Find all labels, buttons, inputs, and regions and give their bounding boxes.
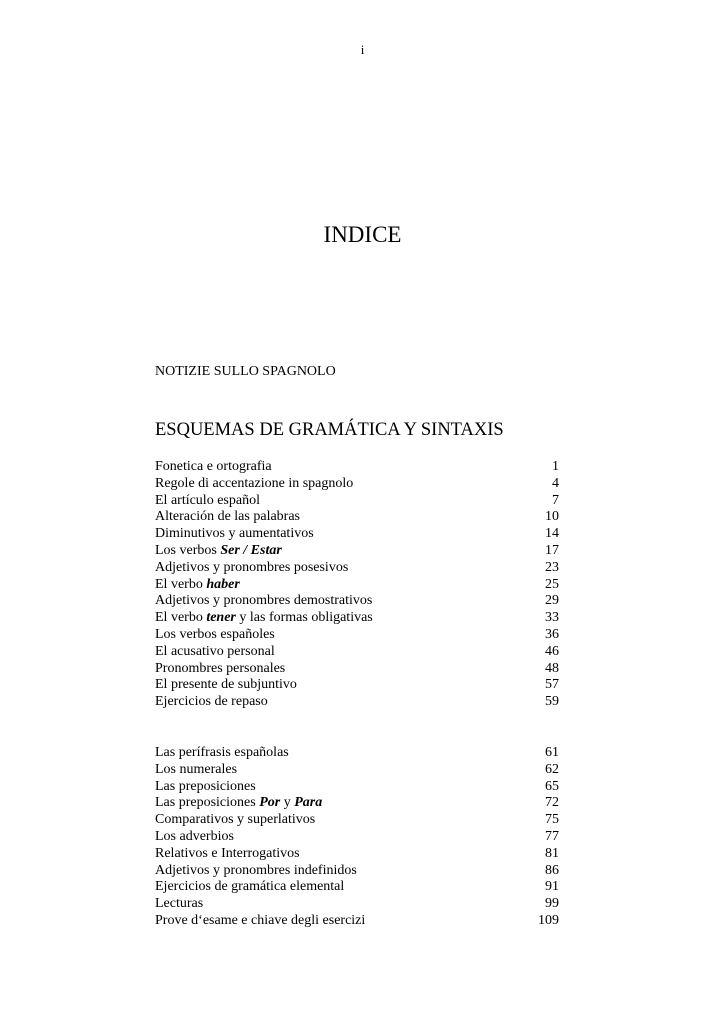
- toc-entry-label: Adjetivos y pronombres posesivos: [155, 559, 349, 575]
- toc-entry-label: Diminutivos y aumentativos: [155, 526, 314, 542]
- toc-list-grammar: [155, 459, 559, 711]
- toc-entry: [155, 829, 559, 846]
- toc-entry-page: 29: [545, 593, 559, 609]
- toc-entry-page: 59: [545, 694, 559, 710]
- toc-entry: [155, 677, 559, 694]
- toc-entry-label: Alteración de las palabras: [155, 509, 300, 525]
- toc-list-advanced: [155, 745, 559, 930]
- toc-entry-page: 109: [538, 912, 559, 928]
- toc-entry-page: 4: [552, 475, 559, 491]
- toc-entry: [155, 493, 559, 510]
- toc-entry: [155, 896, 559, 913]
- toc-entry: [155, 913, 559, 930]
- toc-entry: [155, 779, 559, 796]
- toc-entry-label: El acusativo personal: [155, 643, 275, 659]
- toc-entry-page: 72: [545, 795, 559, 811]
- toc-entry-page: 99: [545, 896, 559, 912]
- toc-entry-page: 46: [545, 643, 559, 659]
- toc-entry-page: 25: [545, 576, 559, 592]
- toc-entry-label: Adjetivos y pronombres demostrativos: [155, 593, 373, 609]
- toc-entry-label: El presente de subjuntivo: [155, 677, 297, 693]
- toc-entry-page: 86: [545, 862, 559, 878]
- toc-entry-label: Los numerales: [155, 761, 238, 777]
- toc-entry-page: 17: [545, 542, 559, 558]
- toc-entry-page: 62: [545, 761, 559, 777]
- toc-entry-label: Prove d‘esame e chiave degli esercizi: [155, 912, 366, 928]
- toc-entry-label: Fonetica e ortografia: [155, 459, 272, 474]
- toc-entry-label: Los verbos Ser / Estar: [155, 542, 282, 558]
- toc-entry-page: 81: [545, 845, 559, 861]
- intro-heading: NOTIZIE SULLO SPAGNOLO: [155, 364, 336, 379]
- toc-entry-label: El artículo español: [155, 492, 260, 508]
- toc-entry: [155, 459, 559, 476]
- toc-entry: [155, 846, 559, 863]
- toc-entry: [155, 560, 559, 577]
- toc-entry-page: 75: [545, 812, 559, 828]
- toc-entry-label: Ejercicios de repaso: [155, 694, 268, 710]
- toc-entry: [155, 593, 559, 610]
- toc-entry: [155, 762, 559, 779]
- toc-entry-page: 23: [545, 559, 559, 575]
- toc-entry: [155, 543, 559, 560]
- toc-entry-page: 1: [552, 459, 559, 474]
- toc-entry-label: Adjetivos y pronombres indefinidos: [155, 862, 357, 878]
- toc-entry-page: 91: [545, 879, 559, 895]
- toc-entry: [155, 745, 559, 762]
- toc-entry: [155, 577, 559, 594]
- toc-entry-label: Lecturas: [155, 896, 204, 912]
- toc-entry-label: El verbo haber: [155, 576, 240, 592]
- toc-entry: [155, 795, 559, 812]
- toc-entry-label: Los verbos españoles: [155, 626, 275, 642]
- toc-entry-label: El verbo tener y las formas obligativas: [155, 610, 373, 626]
- toc-entry-page: 7: [552, 492, 559, 508]
- toc-entry-label: Los adverbios: [155, 828, 234, 844]
- toc-entry-label: Regole di accentazione in spagnolo: [155, 475, 354, 491]
- toc-entry: [155, 644, 559, 661]
- page-number: i: [360, 42, 365, 57]
- toc-entry-label: Comparativos y superlativos: [155, 812, 316, 828]
- toc-entry: [155, 610, 559, 627]
- toc-entry: [155, 694, 559, 711]
- toc-entry-page: 65: [545, 778, 559, 794]
- toc-entry: [155, 627, 559, 644]
- toc-entry: [155, 476, 559, 493]
- page-title: INDICE: [323, 222, 402, 247]
- toc-entry: [155, 661, 559, 678]
- toc-entry-label: Relativos e Interrogativos: [155, 845, 300, 861]
- toc-entry: [155, 526, 559, 543]
- toc-entry-page: 33: [545, 610, 559, 626]
- toc-entry-page: 48: [545, 660, 559, 676]
- section-heading: ESQUEMAS DE GRAMÁTICA Y SINTAXIS: [155, 420, 504, 440]
- toc-entry-page: 57: [545, 677, 559, 693]
- toc-entry-label: Las preposiciones: [155, 778, 256, 794]
- toc-entry-label: Pronombres personales: [155, 660, 286, 676]
- toc-entry-page: 10: [545, 509, 559, 525]
- toc-entry-page: 77: [545, 828, 559, 844]
- toc-entry: [155, 812, 559, 829]
- toc-entry: [155, 863, 559, 880]
- toc-entry: [155, 509, 559, 526]
- toc-entry-label: Las perífrasis españolas: [155, 745, 289, 760]
- toc-entry-page: 36: [545, 626, 559, 642]
- toc-entry-page: 14: [545, 526, 559, 542]
- toc-entry-label: Las preposiciones Por y Para: [155, 795, 323, 811]
- toc-entry-page: 61: [545, 745, 559, 760]
- toc-entry: [155, 879, 559, 896]
- toc-entry-label: Ejercicios de gramática elemental: [155, 879, 345, 895]
